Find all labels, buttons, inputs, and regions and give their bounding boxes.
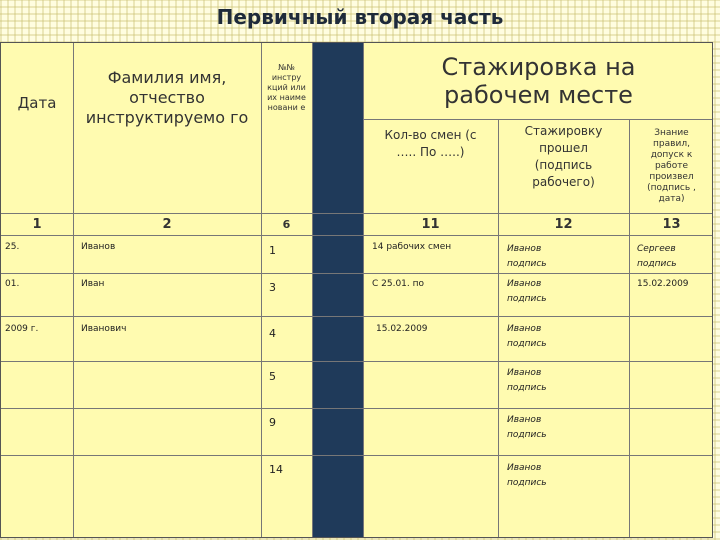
- cell-instr: 14: [269, 463, 283, 476]
- cell-instr: 1: [269, 244, 276, 257]
- journal-table: [0, 42, 713, 538]
- cell-date: 25.: [5, 242, 20, 252]
- col-number: 12: [554, 216, 573, 232]
- cell-passed: Иванов подпись: [507, 279, 547, 304]
- col-number: 2: [162, 216, 172, 232]
- cell-instr: 4: [269, 327, 276, 340]
- cell-shifts: 14 рабочих смен: [372, 242, 452, 252]
- grid-line: [312, 43, 313, 537]
- cell-date: 2009 г.: [5, 324, 39, 334]
- col-number: 11: [421, 216, 440, 232]
- cell-instr: 5: [269, 370, 276, 383]
- grid-line: [1, 316, 712, 317]
- cell-date: 01.: [5, 279, 20, 289]
- grid-line: [1, 273, 712, 274]
- page-title: Первичный вторая часть: [216, 5, 504, 29]
- header-stazhirovka: Стажировка на рабочем месте: [441, 53, 636, 109]
- cell-fio: Иванов: [81, 242, 116, 252]
- cell-instr: 9: [269, 416, 276, 429]
- cell-shifts: С 25.01. по: [372, 279, 425, 289]
- cell-passed: Иванов подпись: [507, 244, 547, 269]
- header-date: Дата: [17, 94, 57, 112]
- grid-line: [1, 408, 712, 409]
- grid-line: [1, 235, 712, 236]
- cell-fio: Иван: [81, 279, 105, 289]
- header-passed: Стажировку прошел (подпись рабочего): [524, 124, 603, 189]
- col-number: 6: [282, 217, 291, 231]
- col-number: 1: [32, 216, 42, 232]
- header-instructions: №№ инстру кций или их наиме новани е: [267, 63, 306, 112]
- cell-passed: Иванов подпись: [507, 324, 547, 349]
- cell-passed: Иванов подпись: [507, 463, 547, 488]
- cell-shifts: 15.02.2009: [376, 324, 428, 334]
- cell-passed: Иванов подпись: [507, 368, 547, 393]
- grid-line: [1, 361, 712, 362]
- cell-passed: Иванов подпись: [507, 415, 547, 440]
- dark-column-header: [312, 43, 363, 239]
- header-shifts: Кол-во смен (с ….. По …..): [384, 128, 477, 159]
- cell-fio: Иванович: [81, 324, 127, 334]
- grid-line: [1, 455, 712, 456]
- header-knowledge: Знание правил, допуск к работе произвел (подпись , дата): [647, 127, 696, 204]
- dark-column-body: [312, 239, 363, 537]
- cell-knowledge: Сергеев подпись: [637, 244, 677, 269]
- cell-instr: 3: [269, 281, 276, 294]
- col-number: 13: [662, 216, 681, 232]
- header-fio: Фамилия имя, отчество инструктируемо го: [85, 68, 249, 127]
- cell-knowledge: 15.02.2009: [637, 279, 689, 289]
